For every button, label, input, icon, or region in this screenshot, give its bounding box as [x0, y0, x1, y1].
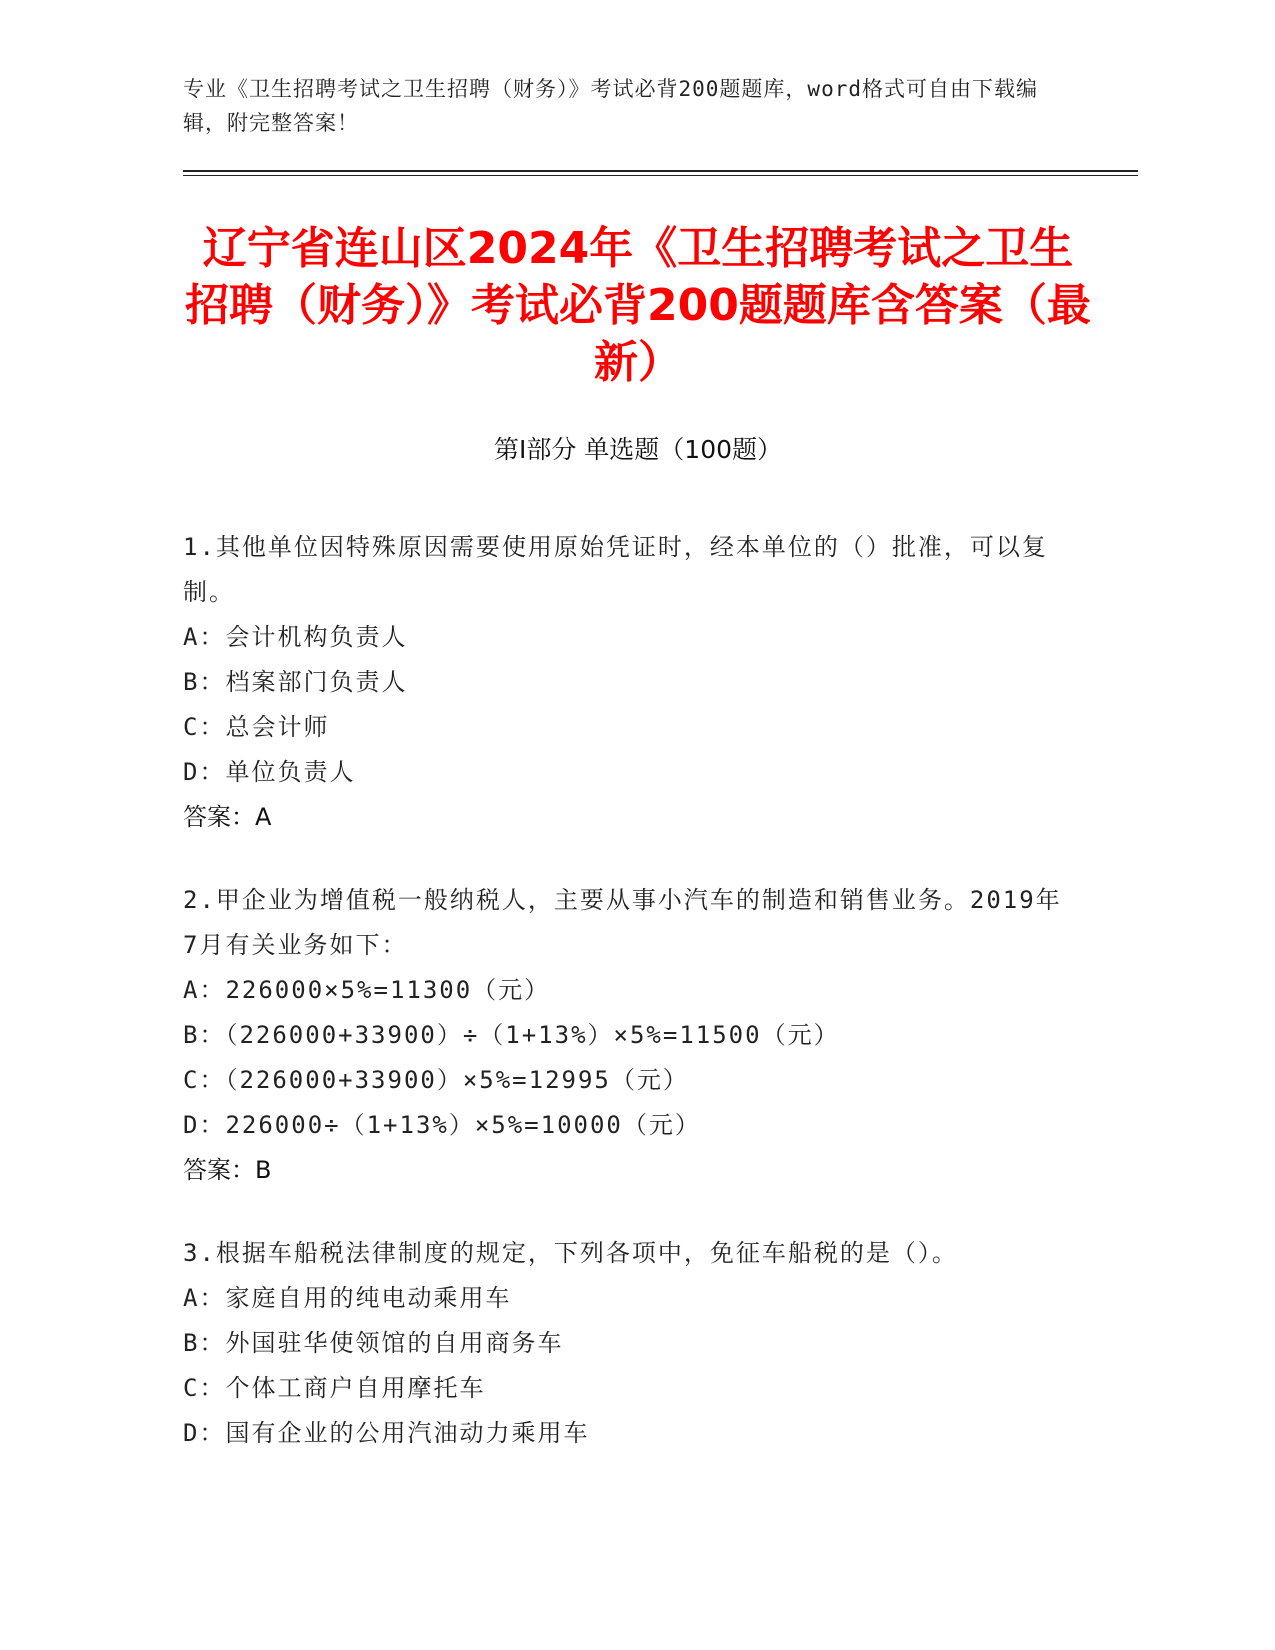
- question-stem: 1.其他单位因特殊原因需要使用原始凭证时，经本单位的（）批准，可以复制。: [183, 533, 1048, 606]
- question-3: [183, 1231, 1063, 1456]
- answer: 答案：A: [183, 803, 272, 831]
- question-stem: 2.甲企业为增值税一般纳税人，主要从事小汽车的制造和销售业务。2019年7月有关业务如下：: [183, 886, 1062, 959]
- header-note: 专业《卫生招聘考试之卫生招聘（财务）》考试必背200题题库，word格式可自由下载编辑，附完整答案！: [183, 77, 1038, 135]
- question-stem: 3.根据车船税法律制度的规定，下列各项中，免征车船税的是（）。: [183, 1239, 958, 1267]
- option-a: A：226000×5%=11300（元）: [183, 976, 551, 1004]
- header-divider-bottom: [183, 175, 1138, 176]
- option-d: D：226000÷（1+13%）×5%=10000（元）: [183, 1111, 701, 1139]
- option-d: D：国有企业的公用汽油动力乘用车: [183, 1419, 590, 1447]
- answer: 答案：B: [183, 1156, 272, 1184]
- question-2: [183, 878, 1063, 1193]
- option-d: D：单位负责人: [183, 758, 356, 786]
- question-list: [183, 525, 1063, 1494]
- question-1: [183, 525, 1063, 840]
- option-b: B：（226000+33900）÷（1+13%）×5%=11500（元）: [183, 1021, 840, 1049]
- document-title: 辽宁省连山区2024年《卫生招聘考试之卫生招聘（财务）》考试必背200题题库含答案（最新）: [185, 223, 1091, 388]
- option-c: C：个体工商户自用摩托车: [183, 1374, 486, 1402]
- option-a: A：家庭自用的纯电动乘用车: [183, 1284, 512, 1312]
- option-c: C：总会计师: [183, 713, 330, 741]
- option-b: B：档案部门负责人: [183, 668, 408, 696]
- section-title: 第I部分 单选题（100题）: [493, 435, 783, 464]
- option-a: A：会计机构负责人: [183, 623, 408, 651]
- header-divider-top: [183, 170, 1138, 172]
- option-c: C：（226000+33900）×5%=12995（元）: [183, 1066, 689, 1094]
- option-b: B：外国驻华使领馆的自用商务车: [183, 1329, 564, 1357]
